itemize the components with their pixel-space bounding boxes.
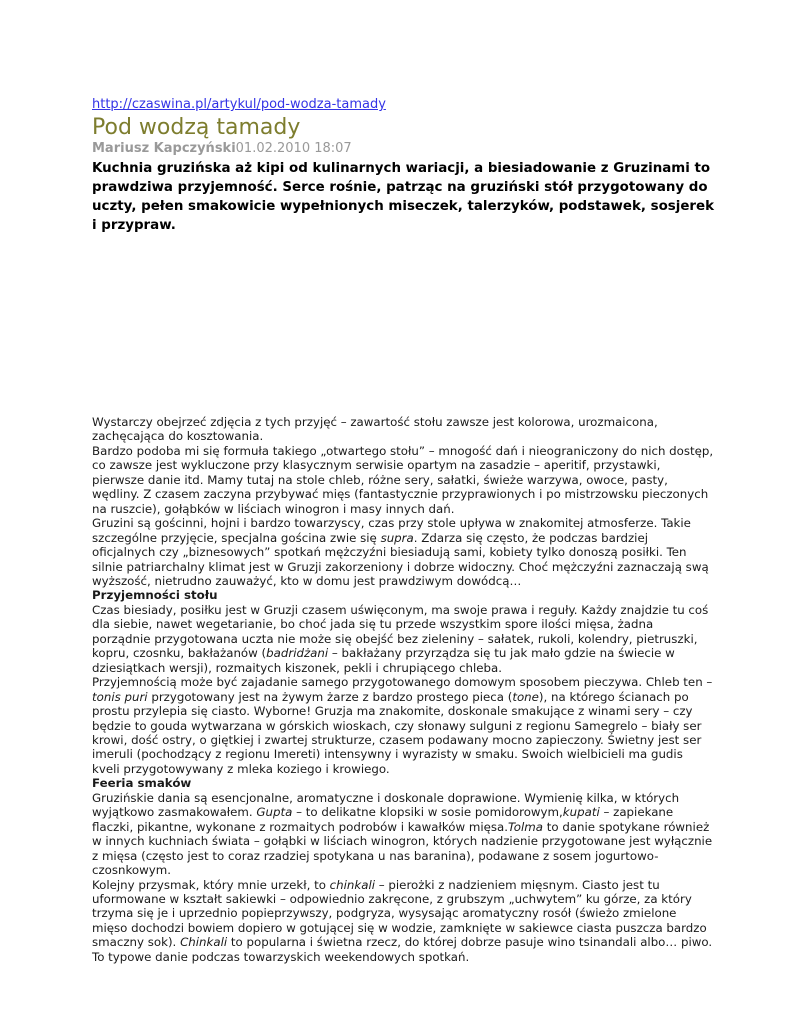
article-meta	[92, 141, 719, 156]
body-paragraph: Kolejny przysmak, który mnie urzekł, to chinkali – pierożki z nadzieniem mięsnym. Ciasto jest tu uformowane w kształt sakiewki – odpowiednio zakręcone, z grubszym „uchwytem” ku górze, za który trzyma się je i uprzednio popieprzywszy, podgryza, wysysając aromatyczny rosół (świeżo zmielone mięso dochodzi bowiem dopiero w gotującej się w wodzie, zamknięte w sakiewce ciasta puszcza bardzo smaczny sok). Chinkali to popularna i świetna rzecz, do której dobrze pasuje wino tsinandali albo… piwo. To typowe danie podczas towarzyskich weekendowych spotkań.	[92, 877, 713, 964]
section-heading: Feeria smaków	[92, 776, 192, 791]
section-heading: Przyjemności stołu	[92, 588, 218, 603]
body-paragraph: Bardzo podoba mi się formuła takiego „otwartego stołu” – mnogość dań i nieograniczony do nich dostęp, co zawsze jest wykluczone przy klasycznym serwisie opartym na zasadzie – aperitif, przystawki, pierwsze danie itd. Mamy tutaj na stole chleb, różne sery, sałatki, świeże warzywa, owoce, pasty, wędliny. Z czasem zaczyna przybywać mięs (fantastycznie przyprawionych i po mistrzowsku pieczonych na ruszcie), gołąbków w liściach winogron i masy innych dań.	[92, 443, 714, 516]
body-paragraph: Przyjemnością może być zajadanie samego przygotowanego domowym sposobem pieczywa. Chleb ten – tonis puri przygotowany jest na żywym żarze z bardzo prostego pieca (tone), na którego ścianach po prostu przylepia się ciasto. Wyborne! Gruzja ma znakomite, doskonale smakujące z winami sery – czy będzie to gouda wytwarzana w górskich wioskach, czy słonawy sulguni z regionu Samegrelo – biały ser krowi, dość ostry, o giętkiej i zwartej strukturze, czasem podawany mocno zapieczony. Świetny jest ser imeruli (pochodzący z regionu Imereti) intensywny i wyrazisty w smaku. Swoich wielbicieli ma gudis kveli przygotowywany z mleka koziego i krowiego.	[92, 675, 713, 776]
article-body	[92, 415, 714, 964]
page-title: Pod wodzą tamady	[92, 115, 301, 140]
article-url-link[interactable]: http://czaswina.pl/artykul/pod-wodza-tamady	[92, 97, 386, 112]
body-paragraph: Czas biesiady, posiłku jest w Gruzji czasem uświęconym, ma swoje prawa i reguły. Każdy znajdzie tu coś dla siebie, nawet wegetarianie, bo choć jada się tu przede wszystkim spore ilości mięsa, żadna porządnie przygotowana uczta nie może się obejść bez zieleniny – sałatek, rukoli, kolendry, pietruszki, kopru, czosnku, bakłażanów (badridżani – bakłażany przyrządza się tu jak mało gdzie na świecie w dziesiątkach wersji), rozmaitych kiszonek, pekli i chrupiącego chleba.	[92, 602, 709, 675]
body-paragraph: Gruzińskie dania są esencjonalne, aromatyczne i doskonale doprawione. Wymienię kilka, w których wyjątkowo zasmakowałem. Gupta – to delikatne klopsiki w sosie pomidorowym,kupati – zapiekane flaczki, pikantne, wykonane z rozmaitych podrobów i kawałków mięsa.Tolma to danie spotykane również w innych kuchniach świata – gołąbki w liściach winogron, których nadzienie przygotowane jest wyłącznie z mięsa (często jest to coraz rzadziej spotykana u nas baranina), podawane z sosem jogurtowo-czosnkowym.	[92, 790, 713, 878]
body-paragraph: Wystarczy obejrzeć zdjęcia z tych przyjęć – zawartość stołu zawsze jest kolorowa, urozmaicona, zachęcająca do kosztowania.	[92, 415, 658, 444]
publish-date: 01.02.2010 18:07	[235, 141, 352, 156]
body-paragraph: Gruzini są gościnni, hojni i bardzo towarzyscy, czas przy stole upływa w znakomitej atmosferze. Takie szczególne przyjęcie, specjalna gościna zwie się supra. Zdarza się często, że podczas bardziej oficjalnych czy „biznesowych” spotkań mężczyźni biesiadują sami, kobiety tylko donoszą posiłki. Ten silnie patriarchalny klimat jest w Gruzji zakorzeniony i dobrze widoczny. Choć mężczyźni zaznaczają swą wyższość, nietrudno zauważyć, kto w domu jest prawdziwym dowódcą…	[92, 516, 709, 588]
author-name: Mariusz Kapczyński	[92, 141, 236, 156]
lead-paragraph: Kuchnia gruzińska aż kipi od kulinarnych wariacji, a biesiadowanie z Gruzinami to prawdziwa przyjemność. Serce rośnie, patrząc na gruziński stół przygotowany do uczty, pełen smakowicie wypełnionych miseczek, talerzyków, podstawek, sosjerek i przypraw.	[92, 161, 714, 233]
missing-image-placeholder	[92, 235, 719, 415]
